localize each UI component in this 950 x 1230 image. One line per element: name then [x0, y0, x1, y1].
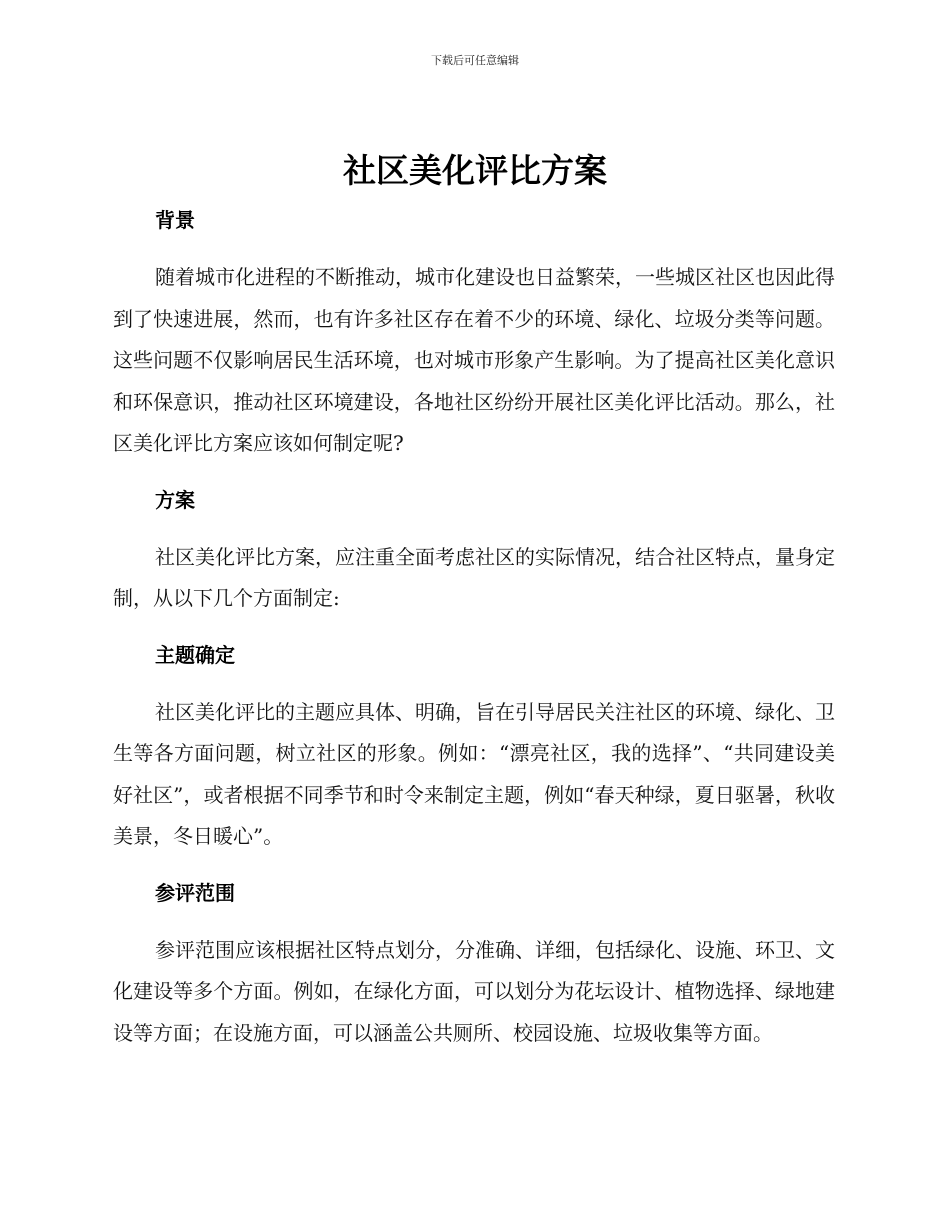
section-paragraph-plan: 社区美化评比方案，应注重全面考虑社区的实际情况，结合社区特点，量身定制，从以下几个方面制定: — [113, 544, 835, 610]
section-heading-theme: 主题确定 — [155, 642, 235, 667]
section-theme — [113, 635, 835, 858]
page-header-note: 下载后可任意编辑 — [431, 54, 519, 67]
section-paragraph-theme: 社区美化评比的主题应具体、明确，旨在引导居民关注社区的环境、绿化、卫生等各方面问题，树立社区的形象。例如：“漂亮社区，我的选择”、“共同建设美好社区”，或者根据不同季节和时令来制定主题，例如“春天种绿，夏日驱暑，秋收美景，冬日暖心”。 — [113, 699, 835, 848]
section-scope — [113, 873, 835, 1055]
section-paragraph-scope: 参评范围应该根据社区特点划分，分准确、详细，包括绿化、设施、环卫、文化建设等多个方面。例如，在绿化方面，可以划分为花坛设计、植物选择、绿地建设等方面；在设施方面，可以涵盖公共厕所、校园设施、垃圾收集等方面。 — [113, 937, 835, 1045]
document-body — [113, 200, 835, 1054]
section-heading-plan: 方案 — [155, 487, 195, 512]
section-heading-background: 背景 — [155, 208, 195, 232]
section-paragraph-background: 随着城市化进程的不断推动，城市化建设也日益繁荣，一些城区社区也因此得到了快速进展，然而，也有许多社区存在着不少的环境、绿化、垃圾分类等问题。这些问题不仅影响居民生活环境，也对城市形象产生影响。为了提高社区美化意识和环保意识，推动社区环境建设，各地社区纷纷开展社区美化评比活动。那么，社区美化评比方案应该如何制定呢? — [113, 265, 835, 455]
section-heading-scope: 参评范围 — [155, 880, 235, 905]
document-title: 社区美化评比方案 — [343, 151, 607, 190]
section-background — [113, 200, 835, 465]
section-plan — [113, 480, 835, 620]
